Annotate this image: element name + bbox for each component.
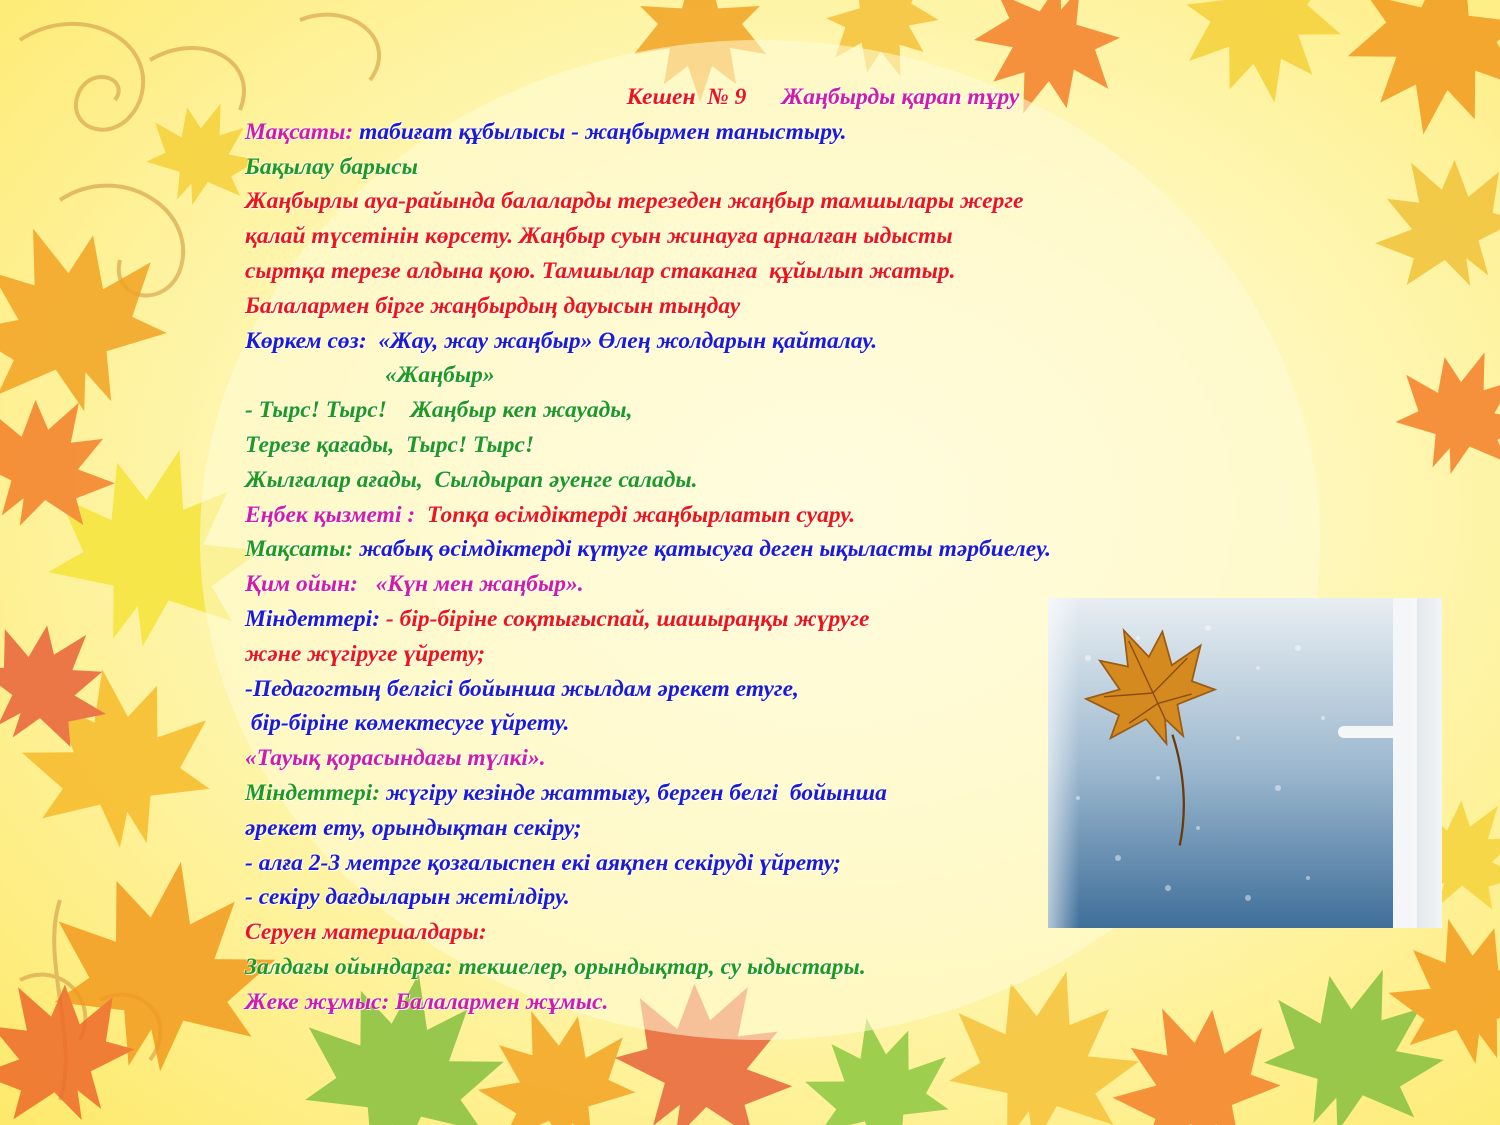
tasks2-line: әрекет ету, орындықтан секіру; (245, 814, 582, 841)
poem-line: Жылғалар ағады, Сылдырап әуенге салады. (245, 466, 698, 493)
observation-heading: Бақылау барысы (245, 153, 418, 180)
maple-leaf-icon (1349, 127, 1500, 494)
independent-text: текшелер, орындықтар, су ыдыстары. (452, 953, 866, 980)
game2-line: «Тауық қорасындағы түлкі». (245, 745, 546, 772)
goal-text: табиғат құбылысы - жаңбырмен таныстыру. (353, 118, 847, 145)
observation-line: сыртқа терезе алдына қою. Тамшылар стаканға құйылып жатыр. (245, 257, 956, 284)
observation-line: Жаңбырлы ауа-райында балаларды терезеден жаңбыр тамшылары жерге (245, 188, 1024, 215)
tasks1-line: -Педагогтың белгісі бойынша жылдам әрекет етуге, (245, 675, 799, 702)
tasks1-line: бір-біріне көмектесуге үйрету. (245, 710, 570, 737)
goal-line (245, 115, 1245, 150)
lesson-title (323, 80, 1323, 115)
lesson-number: Кешен № 9 (626, 84, 747, 110)
tasks2-label: Міндеттері: (245, 779, 381, 806)
poem-line: - Тырс! Тырс! Жаңбыр кеп жауады, (245, 397, 633, 424)
individual-work-line: Жеке жұмыс: Балалармен жұмыс. (245, 988, 609, 1015)
tasks1-line (245, 602, 1245, 637)
poem-title: «Жаңбыр» (385, 362, 495, 389)
lesson-text (245, 80, 1245, 1020)
labor-goal-line (245, 532, 1245, 567)
labor-text: Топқа өсімдіктерді жаңбырлатып суару. (415, 501, 856, 528)
tasks1-line: және жүгіруге үйрету; (245, 640, 486, 667)
labor-line (245, 498, 1245, 533)
art-word-line: Көркем сөз: «Жау, жау жаңбыр» Өлең жолдарын қайталау. (245, 327, 878, 354)
tasks1-label: Міндеттері: (245, 605, 381, 632)
game1-line: Қим ойын: «Күн мен жаңбыр». (245, 571, 584, 598)
lesson-name: Жаңбырды қарап тұру (781, 84, 1020, 110)
tasks2-line (245, 776, 1245, 811)
goal-label: Мақсаты: (245, 118, 354, 145)
poem-line: Терезе қағады, Тырс! Тырс! (245, 431, 535, 458)
observation-line: Балалармен бірге жаңбырдың дауысын тыңдау (245, 292, 741, 319)
observation-line: қалай түсетінін көрсету. Жаңбыр суын жинауға арналған ыдысты (245, 223, 953, 250)
independent-line (245, 950, 1245, 985)
labor-goal-text: жабық өсімдіктерді күтуге қатысуға деген ықыласты тәрбиелеу. (353, 536, 1051, 563)
walk-materials-line: Серуен материалдары: (245, 919, 487, 946)
tasks2-text: жүгіру кезінде жаттығу, берген белгі бойынша (380, 779, 887, 806)
tasks2-line: - алға 2-3 метрге қозғалыспен екі аяқпен секіруді үйрету; (245, 849, 841, 876)
tasks2-line: - секіру дағдыларын жетілдіру. (245, 884, 570, 911)
independent-label: Залдағы ойындарға: (245, 953, 453, 980)
tasks1-text: - бір-біріне соқтығыспай, шашыраңқы жүруге (380, 605, 870, 632)
labor-label: Еңбек қызметі : (245, 501, 416, 528)
labor-goal-label: Мақсаты: (245, 536, 354, 563)
